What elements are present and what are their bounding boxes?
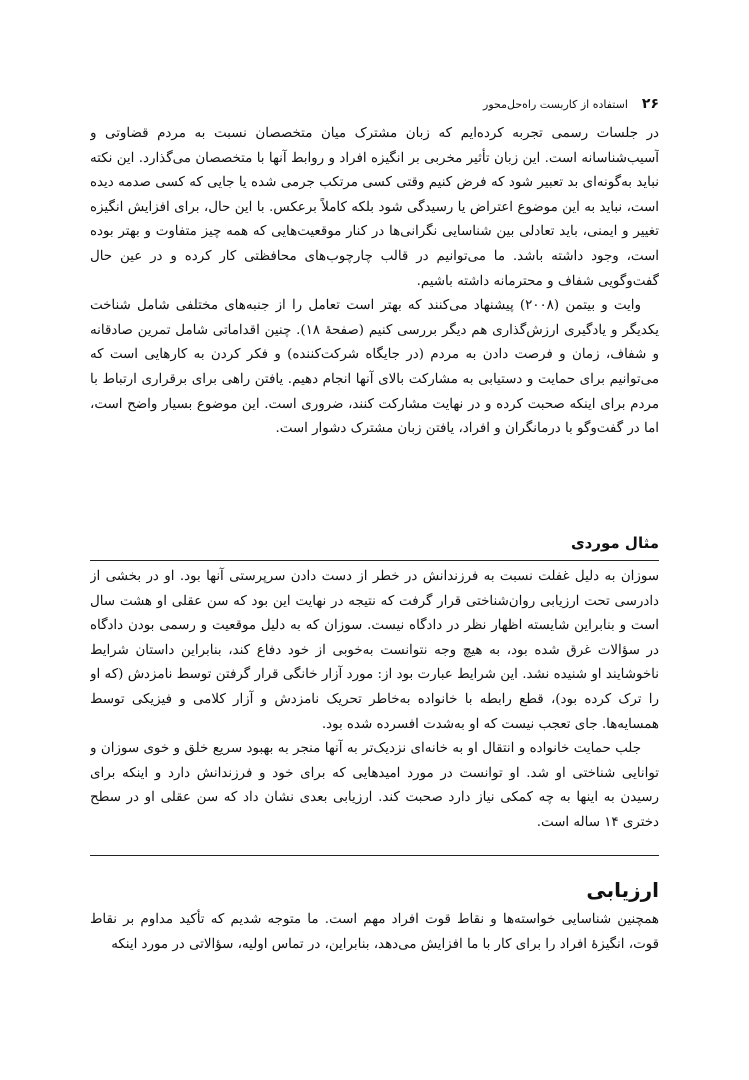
case-paragraph: سوزان به دلیل غفلت نسبت به فرزندانش در خطر از دست دادن سرپرستی آنها بود. او در بخشی از دادرسی تحت ارزیابی روان‌شناختی قرار گرفت که نتیجه در نهایت این بود که سن عقلی او هشت سال است و بنابراین شایسته اظهار نظر در دادگاه نیست. سوزان که به دلیل موقعیت و رسمی بودن دادگاه در سؤالات غرق شده بود، به هیچ وجه نتوانست به‌خوبی از خود دفاع کند، بنابراین داستان شرایط ناخوشایند او شنیده نشد. این شرایط عبارت بود از: مورد آزار خانگی قرار گرفتن توسط نامزدش (که او را ترک کرده بود)، قطع رابطه با خانواده به‌خاطر تحریک نامزدش و آزار کلامی و فیزیکی توسط همسایه‌ها. جای تعجب نیست که او به‌شدت افسرده شده بود.	[90, 569, 659, 732]
section-heading: ارزیابی	[586, 878, 659, 902]
running-title: استفاده از کاربست راه‌حل‌محور	[483, 98, 628, 111]
paragraph: همچنین شناسایی خواسته‌ها و نقاط قوت افراد مهم است. ما متوجه شدیم که تأکید مداوم بر نقاط قوت، انگیزهٔ افراد را برای کار با ما افزایش می‌دهد، بنابراین، در تماس اولیه، سؤالاتی در مورد اینکه	[90, 912, 659, 952]
page-number: ۲۶	[641, 96, 659, 112]
page-content	[90, 122, 659, 960]
case-paragraph: جلب حمایت خانواده و انتقال او به خانه‌ای نزدیک‌تر به آنها منجر به بهبود سریع خلق و خوی سوزان و توانایی شناختی او شد. او توانست در مورد امیدهایی که برای خود و فرزندانش دارد و اینکه برای رسیدن به اینها به چه کمکی نیاز دارد صحبت کند. ارزیابی بعدی نشان داد که سن عقلی او در سطح دختری ۱۴ ساله است.	[90, 741, 659, 830]
paragraph: در جلسات رسمی تجربه کرده‌ایم که زبان مشترک میان متخصصان نسبت به مردم قضاوتی و آسیب‌شناسانه است. این زبان تأثیر مخربی بر انگیزه افراد و روابط آنها با متخصصان می‌گذارد. این نکته نباید به‌گونه‌ای بد تعبیر شود که فرض کنیم وقتی کسی مرتکب جرمی شده یا جایی که کسی صدمه دیده است، نباید به این موضوع اعتراض یا رسیدگی شود بلکه کاملاً برعکس. با این حال، برای افزایش انگیزه تغییر و ایمنی، باید تعادلی بین شناسایی نگرانی‌ها در کنار موقعیت‌هایی که همه چیز متفاوت و بهتر بوده است، وجود داشته باشد. ما می‌توانیم در قالب چارچوب‌های محافظتی کار کرده و در عین حال گفت‌وگویی شفاف و محترمانه داشته باشیم.	[90, 126, 659, 289]
case-example-box	[90, 560, 659, 856]
running-header	[90, 96, 659, 118]
intro-text	[90, 122, 659, 508]
paragraph: وایت و بیتمن (۲۰۰۸) پیشنهاد می‌کنند که بهتر است تعامل را از جنبه‌های مختلفی شامل شناخت یکدیگر و یادگیری ارزش‌گذاری هم دیگر بررسی کنیم (صفحهٔ ۱۸). چنین اقداماتی شامل تمرین صادقانه و شفاف، زمان و فرصت دادن به مردم (در جایگاه شرکت‌کننده) و فکر کردن به کارهایی است که می‌توانیم برای حمایت و دستیابی به مشارکت بالای آنها انجام دهیم. یافتن راهی برای برقراری ارتباط با مردم برای اینکه صحبت کرده و در نهایت مشارکت کنند، ضروری است. این موضوع بسیار واضح است، اما در گفت‌وگو با درمانگران و افراد، یافتن زبان مشترک دشوار است.	[90, 298, 659, 437]
case-example-heading: مثال موردی	[570, 534, 659, 552]
section-text	[90, 908, 659, 960]
